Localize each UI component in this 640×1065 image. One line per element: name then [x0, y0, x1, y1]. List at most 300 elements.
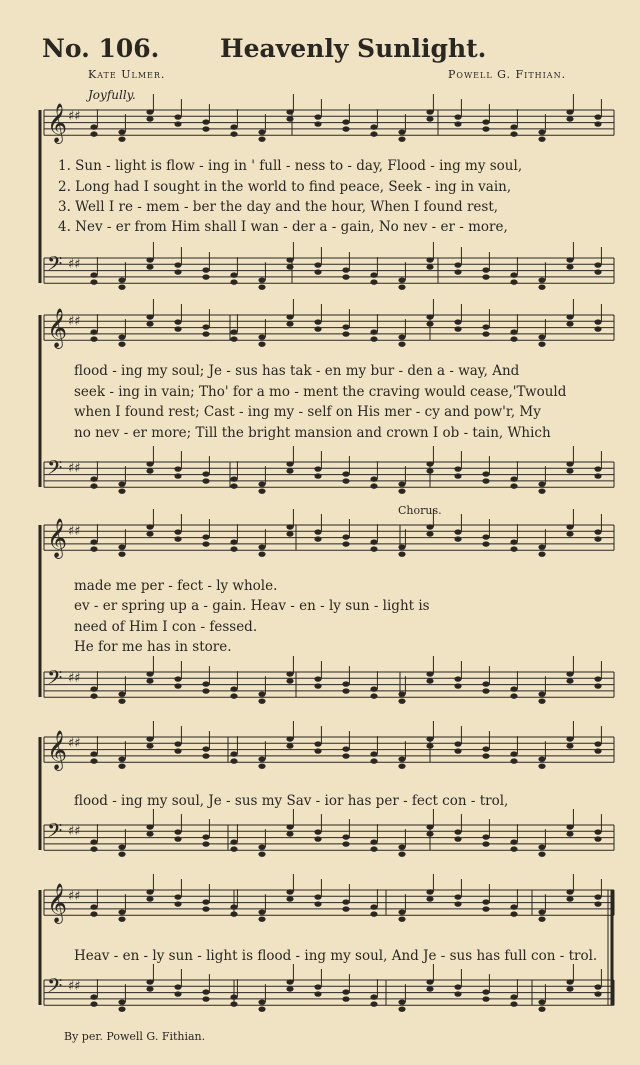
note-head: [538, 763, 545, 768]
note-head: [90, 131, 97, 136]
note-head: [510, 329, 517, 334]
note-head: [146, 314, 153, 319]
note-head: [594, 901, 601, 906]
note-head: [342, 834, 349, 839]
note-head: [202, 324, 209, 329]
verse-2-line-a: 2. Long had I sought in the world to find peace, Seek - ing in vain,: [58, 179, 512, 195]
note-head: [258, 698, 265, 703]
note-head: [370, 693, 377, 698]
note-head: [202, 841, 209, 846]
note-head: [118, 909, 125, 914]
note-head: [594, 676, 601, 681]
chorus-lyric-line-2: Heav - en - ly sun - light is flood - ing my soul, And Je - sus has full con - trol.: [74, 948, 598, 964]
note-head: [118, 277, 125, 282]
note-head: [426, 986, 433, 991]
note-head: [230, 751, 237, 756]
note-head: [566, 321, 573, 326]
note-head: [118, 284, 125, 289]
note-head: [398, 481, 405, 486]
treble-clef-icon: 𝄞: [47, 883, 68, 923]
note-head: [314, 114, 321, 119]
note-head: [342, 688, 349, 693]
note-head: [314, 269, 321, 274]
note-head: [146, 468, 153, 473]
note-head: [202, 899, 209, 904]
note-head: [594, 683, 601, 688]
treble-clef-icon: 𝄞: [47, 518, 68, 558]
note-head: [230, 476, 237, 481]
note-head: [426, 116, 433, 121]
note-head: [538, 756, 545, 761]
note-head: [174, 269, 181, 274]
note-head: [510, 693, 517, 698]
note-head: [342, 274, 349, 279]
key-signature-icon: ♯♯: [68, 671, 81, 686]
note-head: [342, 478, 349, 483]
note-head: [538, 698, 545, 703]
note-head: [454, 829, 461, 834]
note-head: [90, 329, 97, 334]
note-head: [454, 319, 461, 324]
key-signature-icon: ♯♯: [68, 314, 81, 329]
note-head: [286, 257, 293, 262]
verse-3-line-c: need of Him I con - fessed.: [74, 619, 258, 635]
note-head: [118, 844, 125, 849]
bass-clef-icon: 𝄢: [47, 819, 63, 847]
note-head: [398, 334, 405, 339]
note-head: [146, 736, 153, 741]
note-head: [286, 109, 293, 114]
note-head: [258, 844, 265, 849]
tempo-marking: Joyfully.: [88, 88, 136, 102]
note-head: [538, 999, 545, 1004]
note-head: [510, 336, 517, 341]
note-head: [370, 1001, 377, 1006]
note-head: [482, 331, 489, 336]
note-head: [314, 262, 321, 267]
note-head: [454, 326, 461, 331]
note-head: [426, 321, 433, 326]
note-head: [146, 743, 153, 748]
note-head: [566, 314, 573, 319]
note-head: [230, 483, 237, 488]
note-head: [510, 994, 517, 999]
note-head: [594, 326, 601, 331]
note-head: [482, 267, 489, 272]
note-head: [594, 984, 601, 989]
note-head: [90, 911, 97, 916]
verse-2-line-b: seek - ing in vain; Tho' for a mo - ment the craving would cease,'Twould: [74, 384, 567, 400]
note-head: [314, 741, 321, 746]
key-signature-icon: ♯♯: [68, 736, 81, 751]
note-head: [146, 979, 153, 984]
note-head: [202, 834, 209, 839]
note-head: [482, 989, 489, 994]
publisher-credit: By per. Powell G. Fithian.: [64, 1030, 206, 1043]
note-head: [482, 471, 489, 476]
note-head: [90, 693, 97, 698]
note-head: [314, 121, 321, 126]
note-head: [230, 994, 237, 999]
note-head: [482, 688, 489, 693]
note-head: [538, 284, 545, 289]
note-head: [594, 269, 601, 274]
note-head: [398, 698, 405, 703]
note-head: [90, 483, 97, 488]
note-head: [342, 753, 349, 758]
note-head: [454, 121, 461, 126]
verse-4-line-b: no nev - er more; Till the bright mansion and crown I ob - tain, Which: [74, 425, 551, 441]
treble-clef-icon: 𝄞: [47, 730, 68, 770]
note-head: [258, 763, 265, 768]
note-head: [118, 756, 125, 761]
note-head: [342, 119, 349, 124]
note-head: [230, 272, 237, 277]
note-head: [202, 274, 209, 279]
note-head: [594, 829, 601, 834]
note-head: [314, 326, 321, 331]
note-head: [342, 989, 349, 994]
note-head: [90, 751, 97, 756]
note-head: [538, 851, 545, 856]
note-head: [230, 1001, 237, 1006]
note-head: [258, 284, 265, 289]
note-head: [370, 279, 377, 284]
note-head: [370, 758, 377, 763]
note-head: [314, 466, 321, 471]
note-head: [174, 894, 181, 899]
note-head: [370, 839, 377, 844]
note-head: [398, 1006, 405, 1011]
note-head: [202, 119, 209, 124]
note-head: [90, 336, 97, 341]
note-head: [594, 319, 601, 324]
hymn-number: No. 106.: [42, 34, 160, 63]
note-head: [258, 136, 265, 141]
note-head: [258, 544, 265, 549]
note-head: [426, 461, 433, 466]
key-signature-icon: ♯♯: [68, 461, 81, 476]
note-head: [342, 746, 349, 751]
bass-clef-icon: 𝄢: [47, 666, 63, 694]
note-head: [146, 986, 153, 991]
note-head: [174, 829, 181, 834]
note-head: [482, 841, 489, 846]
note-head: [258, 691, 265, 696]
note-head: [286, 831, 293, 836]
note-head: [594, 741, 601, 746]
note-head: [286, 321, 293, 326]
note-head: [230, 131, 237, 136]
note-head: [230, 546, 237, 551]
note-head: [342, 996, 349, 1001]
note-head: [398, 909, 405, 914]
note-head: [118, 488, 125, 493]
note-head: [538, 488, 545, 493]
note-head: [566, 109, 573, 114]
note-head: [146, 109, 153, 114]
verse-1-line-b: flood - ing my soul; Je - sus has tak - en my bur - den a - way, And: [74, 363, 520, 379]
note-head: [370, 131, 377, 136]
note-head: [342, 541, 349, 546]
note-head: [258, 129, 265, 134]
note-head: [202, 688, 209, 693]
note-head: [510, 124, 517, 129]
note-head: [342, 681, 349, 686]
note-head: [426, 468, 433, 473]
note-head: [146, 678, 153, 683]
verse-1-line-a: 1. Sun - light is flow - ing in ' full - ness to - day, Flood - ing my soul,: [58, 158, 523, 174]
note-head: [510, 904, 517, 909]
note-head: [230, 279, 237, 284]
note-head: [202, 126, 209, 131]
note-head: [146, 671, 153, 676]
note-head: [118, 763, 125, 768]
note-head: [370, 904, 377, 909]
note-head: [454, 536, 461, 541]
note-head: [370, 994, 377, 999]
note-head: [566, 896, 573, 901]
note-head: [594, 991, 601, 996]
note-head: [482, 534, 489, 539]
note-head: [426, 743, 433, 748]
note-head: [90, 686, 97, 691]
note-head: [202, 267, 209, 272]
note-head: [426, 257, 433, 262]
note-head: [594, 529, 601, 534]
note-head: [174, 901, 181, 906]
note-head: [230, 904, 237, 909]
note-head: [174, 262, 181, 267]
note-head: [426, 736, 433, 741]
note-head: [286, 264, 293, 269]
key-signature-icon: ♯♯: [68, 524, 81, 539]
note-head: [398, 136, 405, 141]
note-head: [426, 831, 433, 836]
note-head: [426, 314, 433, 319]
note-head: [454, 529, 461, 534]
note-head: [426, 979, 433, 984]
note-head: [538, 334, 545, 339]
note-head: [286, 824, 293, 829]
note-head: [118, 1006, 125, 1011]
note-head: [202, 478, 209, 483]
note-head: [146, 321, 153, 326]
note-head: [594, 748, 601, 753]
note-head: [230, 336, 237, 341]
note-head: [202, 331, 209, 336]
note-head: [566, 524, 573, 529]
note-head: [174, 683, 181, 688]
note-head: [286, 986, 293, 991]
note-head: [594, 466, 601, 471]
note-head: [482, 681, 489, 686]
note-head: [174, 326, 181, 331]
note-head: [594, 262, 601, 267]
note-head: [370, 911, 377, 916]
note-head: [566, 264, 573, 269]
verse-4-line-c: He for me has in store.: [74, 639, 232, 655]
note-head: [258, 277, 265, 282]
note-head: [314, 984, 321, 989]
note-head: [510, 751, 517, 756]
note-head: [342, 471, 349, 476]
note-head: [398, 551, 405, 556]
note-head: [230, 846, 237, 851]
note-head: [566, 468, 573, 473]
note-head: [174, 836, 181, 841]
note-head: [174, 748, 181, 753]
note-head: [230, 539, 237, 544]
note-head: [426, 109, 433, 114]
note-head: [286, 678, 293, 683]
note-head: [566, 831, 573, 836]
note-head: [566, 986, 573, 991]
note-head: [482, 274, 489, 279]
note-head: [202, 541, 209, 546]
note-head: [258, 481, 265, 486]
note-head: [118, 136, 125, 141]
verse-3-line-a: 3. Well I re - mem - ber the day and the hour, When I found rest,: [58, 199, 499, 215]
note-head: [370, 336, 377, 341]
note-head: [258, 999, 265, 1004]
note-head: [398, 999, 405, 1004]
note-head: [174, 536, 181, 541]
note-head: [510, 483, 517, 488]
key-signature-icon: ♯♯: [68, 109, 81, 124]
note-head: [174, 121, 181, 126]
note-head: [370, 751, 377, 756]
note-head: [202, 753, 209, 758]
note-head: [174, 466, 181, 471]
note-head: [370, 483, 377, 488]
note-head: [118, 334, 125, 339]
note-head: [314, 536, 321, 541]
note-head: [398, 763, 405, 768]
note-head: [398, 844, 405, 849]
note-head: [118, 481, 125, 486]
note-head: [594, 536, 601, 541]
note-head: [174, 114, 181, 119]
author-credit: Kate Ulmer.: [88, 68, 166, 81]
note-head: [482, 834, 489, 839]
note-head: [398, 129, 405, 134]
note-head: [454, 683, 461, 688]
note-head: [286, 736, 293, 741]
note-head: [314, 319, 321, 324]
note-head: [566, 116, 573, 121]
note-head: [118, 916, 125, 921]
note-head: [314, 901, 321, 906]
note-head: [286, 314, 293, 319]
note-head: [118, 999, 125, 1004]
note-head: [370, 476, 377, 481]
note-head: [482, 996, 489, 1001]
note-head: [286, 461, 293, 466]
note-head: [118, 551, 125, 556]
note-head: [538, 691, 545, 696]
note-head: [314, 991, 321, 996]
note-head: [426, 678, 433, 683]
note-head: [538, 916, 545, 921]
note-head: [510, 272, 517, 277]
note-head: [566, 743, 573, 748]
chorus-lyric-line-1: flood - ing my soul, Je - sus my Sav - ior has per - fect con - trol,: [74, 793, 509, 809]
note-head: [314, 676, 321, 681]
note-head: [510, 279, 517, 284]
note-head: [286, 743, 293, 748]
note-head: [286, 524, 293, 529]
note-head: [202, 989, 209, 994]
note-head: [286, 671, 293, 676]
treble-clef-icon: 𝄞: [47, 103, 68, 143]
note-head: [538, 277, 545, 282]
chorus-label: Chorus.: [398, 504, 442, 517]
note-head: [146, 896, 153, 901]
verse-2-line-c: ev - er spring up a - gain. Heav - en - ly sun - light is: [74, 598, 430, 614]
note-head: [90, 758, 97, 763]
note-head: [314, 529, 321, 534]
key-signature-icon: ♯♯: [68, 257, 81, 272]
note-head: [482, 753, 489, 758]
note-head: [202, 746, 209, 751]
note-head: [342, 331, 349, 336]
note-head: [146, 531, 153, 536]
note-head: [398, 277, 405, 282]
note-head: [202, 681, 209, 686]
key-signature-icon: ♯♯: [68, 889, 81, 904]
treble-clef-icon: 𝄞: [47, 308, 68, 348]
note-head: [90, 1001, 97, 1006]
note-head: [174, 984, 181, 989]
note-head: [202, 996, 209, 1001]
note-head: [230, 839, 237, 844]
note-head: [510, 686, 517, 691]
note-head: [370, 686, 377, 691]
note-head: [398, 341, 405, 346]
note-head: [538, 544, 545, 549]
bass-clef-icon: 𝄢: [47, 974, 63, 1002]
note-head: [510, 1001, 517, 1006]
note-head: [566, 824, 573, 829]
note-head: [258, 551, 265, 556]
note-head: [146, 524, 153, 529]
note-head: [286, 896, 293, 901]
note-head: [510, 839, 517, 844]
note-head: [454, 269, 461, 274]
note-head: [90, 904, 97, 909]
note-head: [566, 736, 573, 741]
note-head: [286, 979, 293, 984]
note-head: [370, 329, 377, 334]
note-head: [426, 531, 433, 536]
note-head: [594, 836, 601, 841]
note-head: [482, 899, 489, 904]
note-head: [370, 846, 377, 851]
note-head: [510, 758, 517, 763]
note-head: [174, 319, 181, 324]
note-head: [118, 129, 125, 134]
note-head: [398, 544, 405, 549]
note-head: [230, 124, 237, 129]
note-head: [454, 114, 461, 119]
note-head: [398, 756, 405, 761]
note-head: [538, 341, 545, 346]
note-head: [202, 906, 209, 911]
note-head: [202, 471, 209, 476]
note-head: [90, 124, 97, 129]
note-head: [342, 267, 349, 272]
